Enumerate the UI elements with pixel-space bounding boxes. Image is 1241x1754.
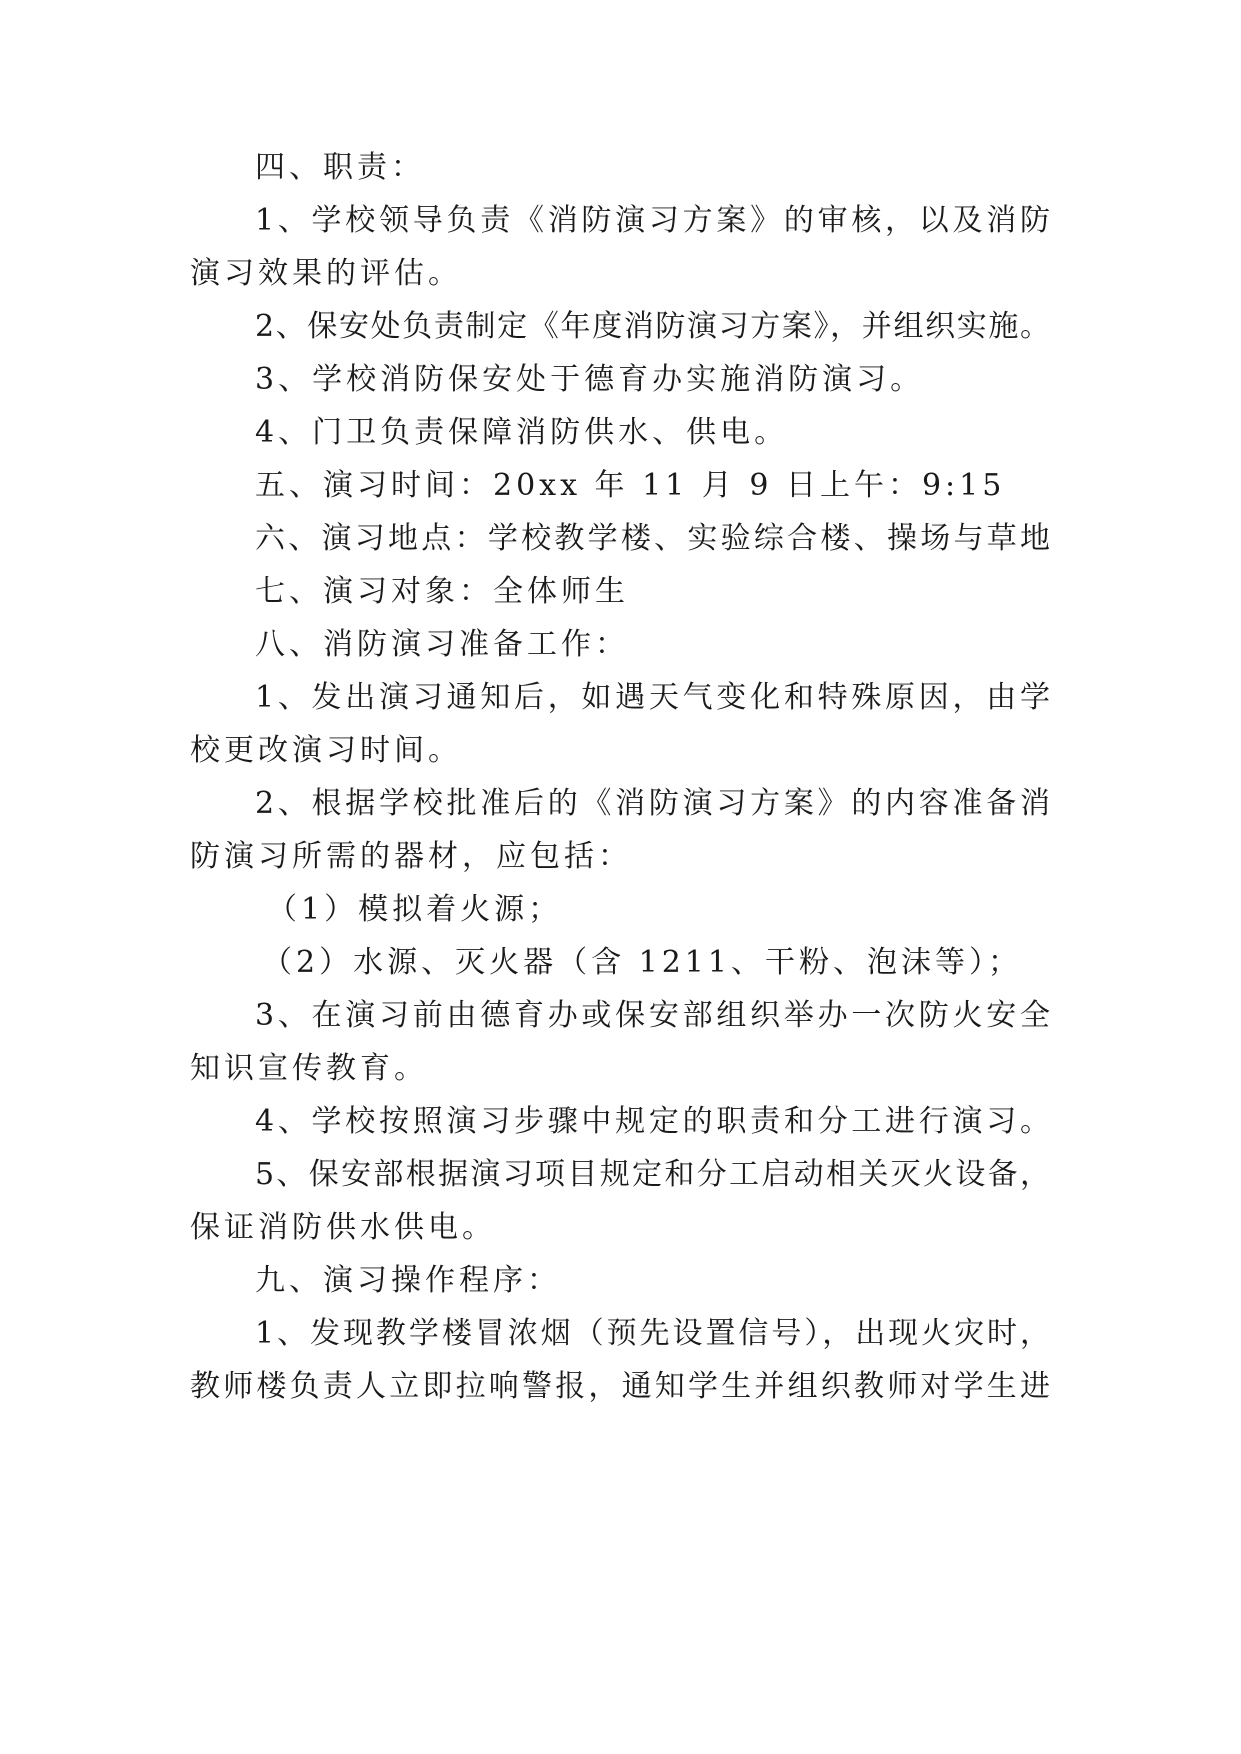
paragraph-line: 1、学校领导负责《消防演习方案》的审核，以及消防	[255, 203, 1050, 238]
paragraph-line: 保证消防供水供电。	[190, 1210, 496, 1245]
paragraph-line: 演习效果的评估。	[190, 256, 462, 291]
section-heading-duties: 四、职责：	[255, 150, 425, 185]
paragraph-line: 2、根据学校批准后的《消防演习方案》的内容准备消	[255, 786, 1050, 821]
section-heading-participants: 七、演习对象：全体师生	[255, 574, 629, 609]
paragraph-line: 1、发出演习通知后，如遇天气变化和特殊原因，由学	[255, 680, 1050, 715]
paragraph-line: 教师楼负责人立即拉响警报，通知学生并组织教师对学生进	[190, 1369, 1050, 1404]
list-item: （2）水源、灭火器（含 1211、干粉、泡沫等）；	[262, 945, 1022, 980]
paragraph-line: 2、保安处负责制定《年度消防演习方案》，并组织实施。	[255, 309, 1050, 344]
section-heading-location: 六、演习地点：学校教学楼、实验综合楼、操场与草地	[255, 521, 1050, 556]
section-heading-preparation: 八、消防演习准备工作：	[255, 627, 629, 662]
paragraph-line: 校更改演习时间。	[190, 733, 462, 768]
paragraph-line: 知识宣传教育。	[190, 1051, 428, 1086]
paragraph-line: 防演习所需的器材，应包括：	[190, 839, 632, 874]
paragraph-line: 4、门卫负责保障消防供水、供电。	[255, 415, 789, 450]
paragraph-line: 1、发现教学楼冒浓烟（预先设置信号），出现火灾时，	[255, 1316, 1050, 1351]
paragraph-line: 3、学校消防保安处于德育办实施消防演习。	[255, 362, 925, 397]
paragraph-line: 4、学校按照演习步骤中规定的职责和分工进行演习。	[255, 1104, 1050, 1139]
section-heading-procedure: 九、演习操作程序：	[255, 1263, 561, 1298]
list-item: （1）模拟着火源；	[267, 892, 563, 927]
paragraph-line: 3、在演习前由德育办或保安部组织举办一次防火安全	[255, 998, 1050, 1033]
section-heading-time: 五、演习时间：20xx 年 11 月 9 日上午：9:15	[255, 468, 1006, 503]
paragraph-line: 5、保安部根据演习项目规定和分工启动相关灭火设备，	[255, 1157, 1050, 1192]
